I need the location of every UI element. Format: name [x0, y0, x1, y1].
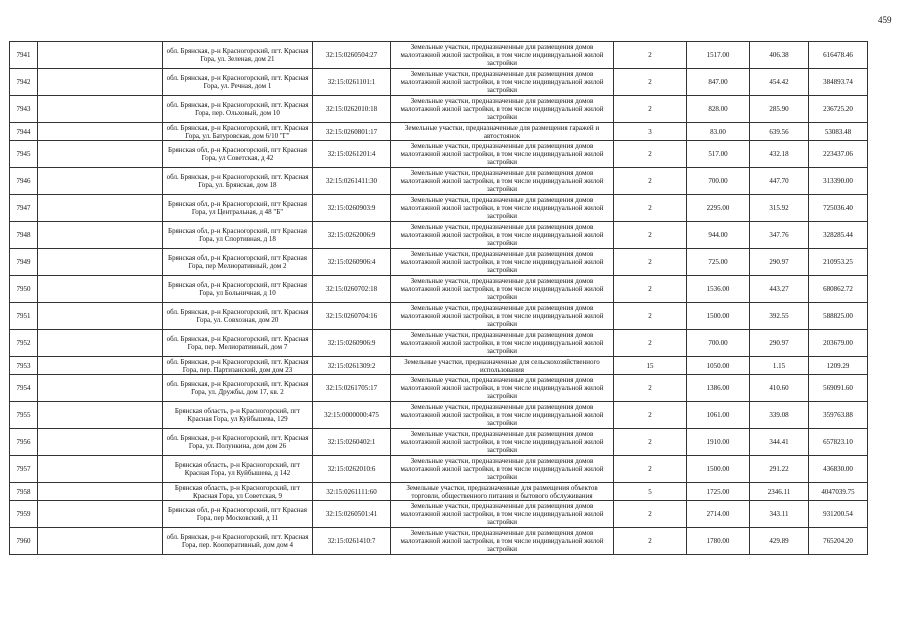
address-cell: Брянская обл, р-н Красногорский, пгт Красная Гора, ул Советская, д 42 — [163, 141, 313, 168]
address-cell: обл. Брянская, р-н Красногорский, пгт. Красная Гора, пер. Мелиоративный, дом 7 — [163, 330, 313, 357]
cadastral-number: 32:15:0261111:60 — [313, 483, 391, 501]
land-use-cell: Земельные участки, предназначенные для размещения домов малоэтажной жилой застройки, в том числе индивидуальной жилой застройки — [391, 375, 614, 402]
land-use-cell: Земельные участки, предназначенные для размещения домов малоэтажной жилой застройки, в том числе индивидуальной жилой застройки — [391, 402, 614, 429]
cadastral-number: 32:15:0261411:30 — [313, 168, 391, 195]
cadastral-number: 32:15:0261705:17 — [313, 375, 391, 402]
address-cell: обл. Брянская, р-н Красногорский, пгт. Красная Гора, ул. Зеленая, дом 21 — [163, 42, 313, 69]
table-row — [10, 330, 868, 357]
empty-cell — [38, 528, 163, 555]
empty-cell — [38, 168, 163, 195]
row-number: 7942 — [10, 69, 38, 96]
area-cell: 1780.00 — [687, 528, 750, 555]
land-use-cell: Земельные участки, предназначенные для размещения домов малоэтажной жилой застройки, в том числе индивидуальной жилой застройки — [391, 141, 614, 168]
specific-value-cell: 410.60 — [750, 375, 809, 402]
group-number: 2 — [614, 456, 687, 483]
cadastral-number: 32:15:0261309:2 — [313, 357, 391, 375]
address-cell: Брянская область, р-н Красногорский, пгт Красная Гора, ул Куйбышева, 129 — [163, 402, 313, 429]
table-row — [10, 96, 868, 123]
cadastral-number: 32:15:0260704:16 — [313, 303, 391, 330]
empty-cell — [38, 123, 163, 141]
table-row — [10, 168, 868, 195]
row-number: 7960 — [10, 528, 38, 555]
table-row — [10, 249, 868, 276]
land-use-cell: Земельные участки, предназначенные для размещения объектов торговли, общественного питания и бытового обслуживания — [391, 483, 614, 501]
area-cell: 725.00 — [687, 249, 750, 276]
land-use-cell: Земельные участки, предназначенные для размещения домов малоэтажной жилой застройки, в том числе индивидуальной жилой застройки — [391, 276, 614, 303]
cadastral-value-cell: 765204.20 — [809, 528, 868, 555]
cadastral-value-cell: 588825.00 — [809, 303, 868, 330]
group-number: 2 — [614, 69, 687, 96]
cadastral-value-table — [9, 41, 868, 555]
empty-cell — [38, 141, 163, 168]
table-row — [10, 483, 868, 501]
group-number: 2 — [614, 249, 687, 276]
row-number: 7943 — [10, 96, 38, 123]
group-number: 2 — [614, 303, 687, 330]
group-number: 2 — [614, 429, 687, 456]
cadastral-number: 32:15:0000000:475 — [313, 402, 391, 429]
specific-value-cell: 2346.11 — [750, 483, 809, 501]
area-cell: 1500.00 — [687, 456, 750, 483]
address-cell: обл. Брянская, р-н Красногорский, пгт. Красная Гора, ул. Полункина, дом дом 26 — [163, 429, 313, 456]
table-row — [10, 375, 868, 402]
row-number: 7947 — [10, 195, 38, 222]
land-use-cell: Земельные участки, предназначенные для размещения домов малоэтажной жилой застройки, в том числе индивидуальной жилой застройки — [391, 96, 614, 123]
area-cell: 1386.00 — [687, 375, 750, 402]
table-row — [10, 222, 868, 249]
empty-cell — [38, 456, 163, 483]
cadastral-number: 32:15:0261201:4 — [313, 141, 391, 168]
land-use-cell: Земельные участки, предназначенные для размещения домов малоэтажной жилой застройки, в том числе индивидуальной жилой застройки — [391, 195, 614, 222]
empty-cell — [38, 402, 163, 429]
specific-value-cell: 290.97 — [750, 330, 809, 357]
specific-value-cell: 429.89 — [750, 528, 809, 555]
row-number: 7946 — [10, 168, 38, 195]
cadastral-number: 32:15:0260504:27 — [313, 42, 391, 69]
specific-value-cell: 447.70 — [750, 168, 809, 195]
specific-value-cell: 291.22 — [750, 456, 809, 483]
row-number: 7954 — [10, 375, 38, 402]
specific-value-cell: 406.38 — [750, 42, 809, 69]
group-number: 2 — [614, 501, 687, 528]
land-use-cell: Земельные участки, предназначенные для размещения домов малоэтажной жилой застройки, в том числе индивидуальной жилой застройки — [391, 330, 614, 357]
row-number: 7948 — [10, 222, 38, 249]
address-cell: обл. Брянская, р-н Красногорский, пгт. Красная Гора, пер. Партизанский, дом дом 23 — [163, 357, 313, 375]
land-use-cell: Земельные участки, предназначенные для размещения домов малоэтажной жилой застройки, в том числе индивидуальной жилой застройки — [391, 303, 614, 330]
table-row — [10, 42, 868, 69]
area-cell: 700.00 — [687, 330, 750, 357]
address-cell: Брянская обл, р-н Красногорский, пгт Красная Гора, ул Центральная, д 48 "Б" — [163, 195, 313, 222]
land-use-cell: Земельные участки, предназначенные для размещения домов малоэтажной жилой застройки, в том числе индивидуальной жилой застройки — [391, 528, 614, 555]
empty-cell — [38, 501, 163, 528]
cadastral-value-cell: 53083.48 — [809, 123, 868, 141]
address-cell: обл. Брянская, р-н Красногорский, пгт. Красная Гора, ул. Брянская, дом 18 — [163, 168, 313, 195]
empty-cell — [38, 303, 163, 330]
cadastral-value-cell: 436830.00 — [809, 456, 868, 483]
group-number: 2 — [614, 96, 687, 123]
address-cell: обл. Брянская, р-н Красногорский, пгт. Красная Гора, ул. Батуровская, дом 6/10 "Г" — [163, 123, 313, 141]
cadastral-value-cell: 680862.72 — [809, 276, 868, 303]
specific-value-cell: 454.42 — [750, 69, 809, 96]
specific-value-cell: 639.56 — [750, 123, 809, 141]
row-number: 7959 — [10, 501, 38, 528]
specific-value-cell: 443.27 — [750, 276, 809, 303]
area-cell: 700.00 — [687, 168, 750, 195]
address-cell: Брянская область, р-н Красногорский, пгт Красная Гора, ул Советская, 9 — [163, 483, 313, 501]
empty-cell — [38, 96, 163, 123]
row-number: 7953 — [10, 357, 38, 375]
group-number: 2 — [614, 330, 687, 357]
row-number: 7958 — [10, 483, 38, 501]
address-cell: обл. Брянская, р-н Красногорский, пгт. Красная Гора, пер. Ольховый, дом 10 — [163, 96, 313, 123]
group-number: 15 — [614, 357, 687, 375]
specific-value-cell: 1.15 — [750, 357, 809, 375]
address-cell: обл. Брянская, р-н Красногорский, пгт. Красная Гора, пер. Кооперативный, дом дом 4 — [163, 528, 313, 555]
row-number: 7952 — [10, 330, 38, 357]
land-use-cell: Земельные участки, предназначенные для размещения домов малоэтажной жилой застройки, в том числе индивидуальной жилой застройки — [391, 456, 614, 483]
group-number: 2 — [614, 375, 687, 402]
group-number: 5 — [614, 483, 687, 501]
address-cell: обл. Брянская, р-н Красногорский, пгт. Красная Гора, ул. Совхозная, дом 20 — [163, 303, 313, 330]
cadastral-number: 32:15:0260702:18 — [313, 276, 391, 303]
cadastral-value-cell: 725036.40 — [809, 195, 868, 222]
table-row — [10, 456, 868, 483]
table-row — [10, 402, 868, 429]
group-number: 2 — [614, 402, 687, 429]
cadastral-number: 32:15:0260906:9 — [313, 330, 391, 357]
cadastral-value-cell: 313390.00 — [809, 168, 868, 195]
row-number: 7945 — [10, 141, 38, 168]
area-cell: 944.00 — [687, 222, 750, 249]
row-number: 7941 — [10, 42, 38, 69]
empty-cell — [38, 276, 163, 303]
address-cell: Брянская обл, р-н Красногорский, пгт Красная Гора, ул Спортивная, д 18 — [163, 222, 313, 249]
empty-cell — [38, 330, 163, 357]
page-number: 459 — [878, 15, 892, 25]
empty-cell — [38, 195, 163, 222]
table-row — [10, 528, 868, 555]
cadastral-value-cell: 569091.60 — [809, 375, 868, 402]
cadastral-value-cell: 223437.06 — [809, 141, 868, 168]
cadastral-value-cell: 657823.10 — [809, 429, 868, 456]
table-row — [10, 276, 868, 303]
cadastral-number: 32:15:0261410:7 — [313, 528, 391, 555]
cadastral-number: 32:15:0262006:9 — [313, 222, 391, 249]
area-cell: 517.00 — [687, 141, 750, 168]
group-number: 2 — [614, 42, 687, 69]
row-number: 7955 — [10, 402, 38, 429]
cadastral-value-cell: 359763.88 — [809, 402, 868, 429]
cadastral-number: 32:15:0260402:1 — [313, 429, 391, 456]
cadastral-value-cell: 384893.74 — [809, 69, 868, 96]
specific-value-cell: 344.41 — [750, 429, 809, 456]
table-row — [10, 357, 868, 375]
land-use-cell: Земельные участки, предназначенные для размещения домов малоэтажной жилой застройки, в том числе индивидуальной жилой застройки — [391, 249, 614, 276]
empty-cell — [38, 429, 163, 456]
area-cell: 1061.00 — [687, 402, 750, 429]
empty-cell — [38, 69, 163, 96]
empty-cell — [38, 357, 163, 375]
area-cell: 847.00 — [687, 69, 750, 96]
area-cell: 1725.00 — [687, 483, 750, 501]
cadastral-value-cell: 1209.29 — [809, 357, 868, 375]
table-row — [10, 123, 868, 141]
specific-value-cell: 290.97 — [750, 249, 809, 276]
group-number: 3 — [614, 123, 687, 141]
address-cell: Брянская обл, р-н Красногорский, пгт Красная Гора, пер Мелиоративный, дом 2 — [163, 249, 313, 276]
empty-cell — [38, 249, 163, 276]
cadastral-value-cell: 203679.00 — [809, 330, 868, 357]
cadastral-number: 32:15:0260906:4 — [313, 249, 391, 276]
group-number: 2 — [614, 141, 687, 168]
row-number: 7950 — [10, 276, 38, 303]
land-use-cell: Земельные участки, предназначенные для размещения домов малоэтажной жилой застройки, в том числе индивидуальной жилой застройки — [391, 501, 614, 528]
address-cell: обл. Брянская, р-н Красногорский, пгт. Красная Гора, ул. Дружбы, дом 17, кв. 2 — [163, 375, 313, 402]
cadastral-value-cell: 931200.54 — [809, 501, 868, 528]
group-number: 2 — [614, 195, 687, 222]
empty-cell — [38, 375, 163, 402]
area-cell: 1536.00 — [687, 276, 750, 303]
cadastral-number: 32:15:0260501:41 — [313, 501, 391, 528]
specific-value-cell: 343.11 — [750, 501, 809, 528]
land-use-cell: Земельные участки, предназначенные для размещения домов малоэтажной жилой застройки, в том числе индивидуальной жилой застройки — [391, 429, 614, 456]
cadastral-number: 32:15:0260903:9 — [313, 195, 391, 222]
row-number: 7944 — [10, 123, 38, 141]
group-number: 2 — [614, 276, 687, 303]
cadastral-value-cell: 4047039.75 — [809, 483, 868, 501]
group-number: 2 — [614, 168, 687, 195]
empty-cell — [38, 483, 163, 501]
area-cell: 2714.00 — [687, 501, 750, 528]
cadastral-number: 32:15:0260801:17 — [313, 123, 391, 141]
table-row — [10, 429, 868, 456]
empty-cell — [38, 42, 163, 69]
area-cell: 828.00 — [687, 96, 750, 123]
group-number: 2 — [614, 222, 687, 249]
specific-value-cell: 315.92 — [750, 195, 809, 222]
area-cell: 2295.00 — [687, 195, 750, 222]
cadastral-value-cell: 210953.25 — [809, 249, 868, 276]
row-number: 7951 — [10, 303, 38, 330]
land-use-cell: Земельные участки, предназначенные для размещения домов малоэтажной жилой застройки, в том числе индивидуальной жилой застройки — [391, 222, 614, 249]
land-use-cell: Земельные участки, предназначенные для размещения домов малоэтажной жилой застройки, в том числе индивидуальной жилой застройки — [391, 168, 614, 195]
land-use-cell: Земельные участки, предназначенные для размещения домов малоэтажной жилой застройки, в том числе индивидуальной жилой застройки — [391, 42, 614, 69]
area-cell: 1050.00 — [687, 357, 750, 375]
row-number: 7957 — [10, 456, 38, 483]
row-number: 7949 — [10, 249, 38, 276]
cadastral-value-cell: 616478.46 — [809, 42, 868, 69]
specific-value-cell: 432.18 — [750, 141, 809, 168]
table-row — [10, 501, 868, 528]
specific-value-cell: 347.76 — [750, 222, 809, 249]
address-cell: обл. Брянская, р-н Красногорский, пгт. Красная Гора, ул. Речная, дом 1 — [163, 69, 313, 96]
table-row — [10, 141, 868, 168]
land-use-cell: Земельные участки, предназначенные для размещения домов малоэтажной жилой застройки, в том числе индивидуальной жилой застройки — [391, 69, 614, 96]
cadastral-value-cell: 328285.44 — [809, 222, 868, 249]
row-number: 7956 — [10, 429, 38, 456]
cadastral-number: 32:15:0261101:1 — [313, 69, 391, 96]
address-cell: Брянская обл, р-н Красногорский, пгт Красная Гора, пер Московский, д 11 — [163, 501, 313, 528]
specific-value-cell: 285.90 — [750, 96, 809, 123]
specific-value-cell: 339.08 — [750, 402, 809, 429]
cadastral-number: 32:15:0262010:18 — [313, 96, 391, 123]
address-cell: Брянская область, р-н Красногорский, пгт Красная Гора, ул Куйбышева, д 142 — [163, 456, 313, 483]
address-cell: Брянская обл, р-н Красногорский, пгт Красная Гора, ул Больничная, д 10 — [163, 276, 313, 303]
area-cell: 1517.00 — [687, 42, 750, 69]
cadastral-number: 32:15:0262010:6 — [313, 456, 391, 483]
area-cell: 1500.00 — [687, 303, 750, 330]
area-cell: 83.00 — [687, 123, 750, 141]
specific-value-cell: 392.55 — [750, 303, 809, 330]
cadastral-value-cell: 236725.20 — [809, 96, 868, 123]
table-row — [10, 303, 868, 330]
land-use-cell: Земельные участки, предназначенные для размещения гаражей и автостоянок — [391, 123, 614, 141]
land-use-cell: Земельные участки, предназначенные для сельскохозяйственного использования — [391, 357, 614, 375]
table-row — [10, 69, 868, 96]
table-row — [10, 195, 868, 222]
group-number: 2 — [614, 528, 687, 555]
area-cell: 1910.00 — [687, 429, 750, 456]
empty-cell — [38, 222, 163, 249]
